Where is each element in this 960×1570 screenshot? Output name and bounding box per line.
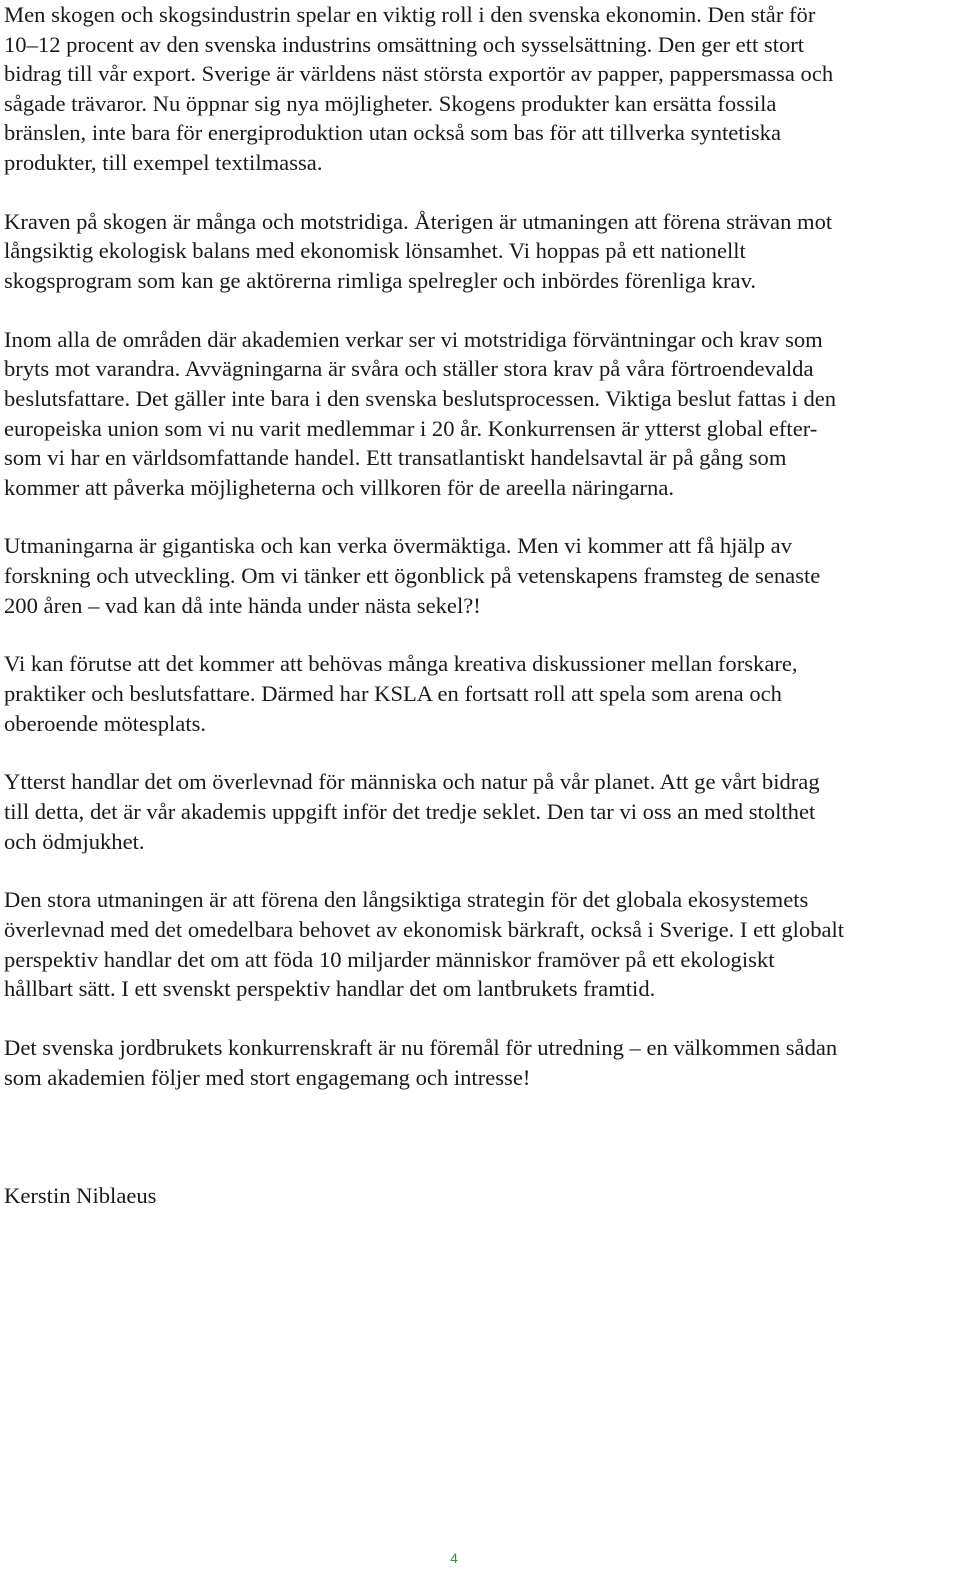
paragraph — [4, 207, 960, 296]
text-line: Utmaningarna är gigantiska och kan verka övermäktiga. Men vi kommer att få hjälp av — [4, 533, 793, 559]
text-line: som akademien följer med stort engagemang och intresse! — [4, 1064, 531, 1090]
text-line: Kraven på skogen är många och motstridiga. Återigen är utmaningen att förena strävan mot — [4, 208, 833, 234]
text-line: kommer att påverka möjligheterna och villkoren för de areella näringarna. — [4, 474, 674, 500]
text-line: sågade trävaror. Nu öppnar sig nya möjligheter. Skogens produkter kan ersätta fossila — [4, 90, 777, 116]
document-body — [4, 0, 960, 1121]
signature: Kerstin Niblaeus — [4, 1183, 157, 1208]
text-line: och ödmjukhet. — [4, 828, 145, 854]
text-line: bidrag till vår export. Sverige är världens näst största exportör av papper, pappersmassa och — [4, 61, 834, 87]
paragraph — [4, 0, 960, 178]
text-line: hållbart sätt. I ett svenskt perspektiv handlar det om lantbrukets framtid. — [4, 976, 656, 1002]
paragraph — [4, 1033, 960, 1092]
text-line: beslutsfattare. Det gäller inte bara i den svenska beslutsprocessen. Viktiga beslut fattas i den — [4, 385, 837, 411]
text-line: som vi har en världsomfattande handel. Ett transatlantiskt handelsavtal är på gång som — [4, 445, 787, 471]
text-line: praktiker och beslutsfattare. Därmed har KSLA en fortsatt roll att spela som arena och — [4, 681, 782, 707]
page-number: 4 — [450, 1550, 458, 1566]
text-line: skogsprogram som kan ge aktörerna rimliga spelregler och inbördes förenliga krav. — [4, 267, 757, 293]
text-line: produkter, till exempel textilmassa. — [4, 149, 323, 175]
paragraph — [4, 767, 960, 856]
text-line: forskning och utveckling. Om vi tänker ett ögonblick på vetenskapens framsteg de senaste — [4, 563, 821, 589]
text-line: perspektiv handlar det om att föda 10 miljarder människor framöver på ett ekologiskt — [4, 946, 775, 972]
paragraph — [4, 325, 960, 503]
text-line: Men skogen och skogsindustrin spelar en viktig roll i den svenska ekonomin. Den står för — [4, 2, 816, 27]
paragraph — [4, 531, 960, 620]
text-line: långsiktig ekologisk balans med ekonomisk lönsamhet. Vi hoppas på ett nationellt — [4, 238, 746, 264]
text-line: bryts mot varandra. Avvägningarna är svåra och ställer stora krav på våra förtroendevalda — [4, 356, 814, 382]
text-line: Det svenska jordbrukets konkurrenskraft är nu föremål för utredning – en välkommen sådan — [4, 1034, 838, 1060]
text-line: Den stora utmaningen är att förena den långsiktiga strategin för det globala ekosystemets — [4, 887, 809, 913]
text-line: Vi kan förutse att det kommer att behövas många kreativa diskussioner mellan forskare, — [4, 651, 798, 677]
text-line: överlevnad med det omedelbara behovet av ekonomisk bärkraft, också i Sverige. I ett globalt — [4, 916, 845, 942]
text-line: Inom alla de områden där akademien verkar ser vi motstridiga förväntningar och krav som — [4, 326, 823, 352]
paragraph — [4, 885, 960, 1003]
text-line: Ytterst handlar det om överlevnad för människa och natur på vår planet. Att ge vårt bidrag — [4, 769, 820, 795]
text-line: europeiska union som vi nu varit medlemmar i 20 år. Konkurrensen är ytterst global efter- — [4, 415, 818, 441]
text-line: oberoende mötesplats. — [4, 710, 207, 736]
text-line: bränslen, inte bara för energiproduktion utan också som bas för att tillverka syntetiska — [4, 120, 781, 146]
text-line: till detta, det är vår akademis uppgift inför det tredje seklet. Den tar vi oss an med stolthet — [4, 799, 816, 824]
text-line: 10–12 procent av den svenska industrins omsättning och sysselsättning. Den ger ett stort — [4, 31, 805, 57]
paragraph — [4, 649, 960, 738]
text-line: 200 åren – vad kan då inte hända under nästa sekel?! — [4, 592, 481, 618]
